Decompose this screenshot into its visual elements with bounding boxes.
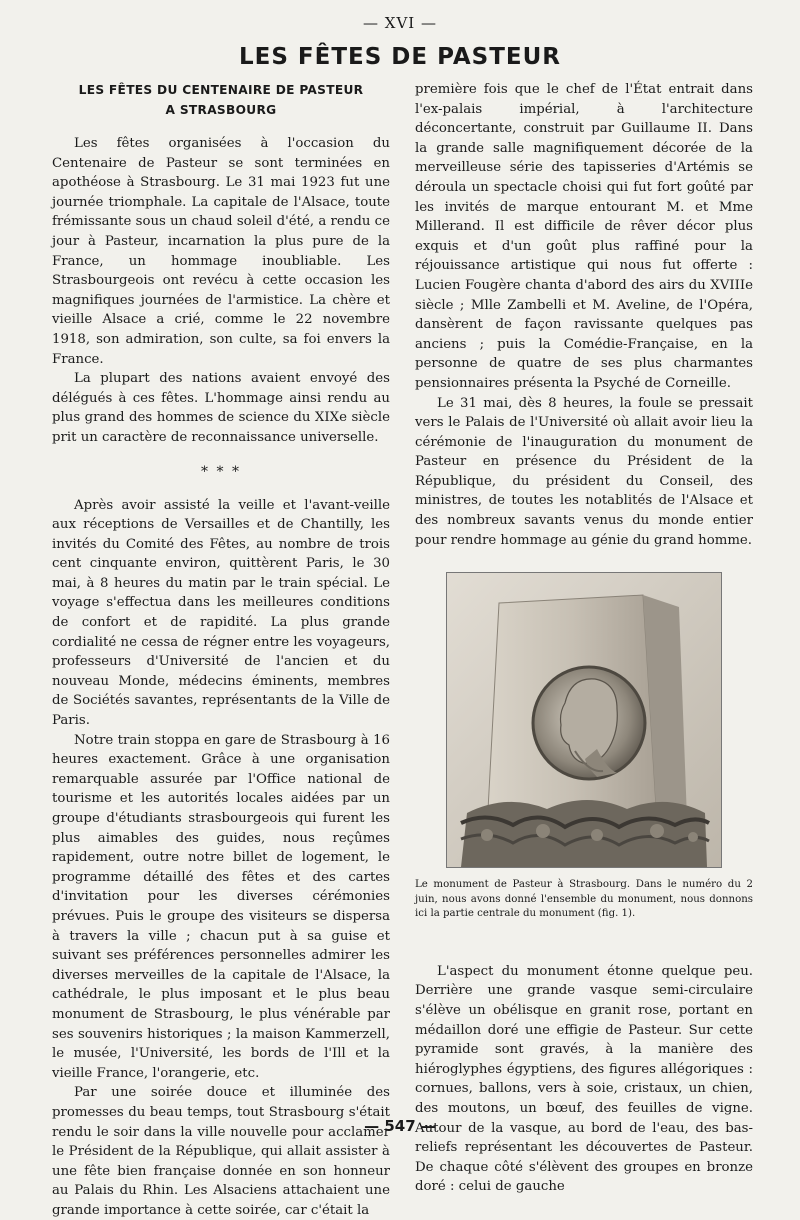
left-column: [52, 80, 390, 1220]
section-title: [52, 80, 390, 120]
paragraph: Par une soirée douce et illuminée des promesses du beau temps, tout Strasbourg s'était rendu le soir dans la ville nouvelle pour acclamer le Président de la République, qui allait assister à une fête bien française donnée en son honneur au Palais du Rhin. Les Alsaciens attachaient une grande importance à cette soirée, car c'était la: [52, 1085, 390, 1218]
paragraph: Le 31 mai, dès 8 heures, la foule se pressait vers le Palais de l'Université où allait avoir lieu la cérémonie de l'inauguration du monument de Pasteur en présence du Président de la République, du président du Conseil, des ministres, de toutes les notablités de l'Alsace et des nombreux savants venus du monde entier pour rendre hommage au génie du grand homme.: [415, 395, 753, 548]
paragraph: Après avoir assisté la veille et l'avant-veille aux réceptions de Versailles et de Chantilly, les invités du Comité des Fêtes, au nombre de trois cent cinquante environ, quittèrent Paris, le 30 mai, à 8 heures du matin par le train spécial. Le voyage s'effectua dans les meilleures conditions de confort et de rapidité. La plus grande cordialité ne cessa de régner entre les voyageurs, professeurs d'Université de l'ancien et du nouveau Monde, médecins éminents, membres de Sociétés savantes, représentants de la Ville de Paris.: [52, 497, 390, 729]
section-title-line-2: A STRASBOURG: [165, 103, 277, 117]
page-header-roman-numeral: — XVI —: [363, 14, 437, 32]
monument-photograph: [446, 572, 722, 868]
paragraph-continued: première fois que le chef de l'État entrait dans l'ex-palais impérial, à l'architecture déconcertante, construit par Guillaume II. Dans la grande salle magnifiquement décorée de la merveilleuse série des tapisseries d'Artémis se déroula un spectacle choisi qui fut fort goûté par les invités de marque entourant M. et Mme Millerand. Il est difficile de rêver décor plus exquis et d'un goût plus raffiné pour la réjouissance artistique qui nous fut offerte : Lucien Fougère chanta d'abord des airs du XVIIIe siècle ; Mlle Zambelli et M. Aveline, de l'Opéra, dansèrent de façon ravissante quelques pas anciens ; puis la Comédie-Française, en la personne de quatre de ses plus charmantes pensionnaires présenta la Psyché de Corneille.: [415, 82, 753, 391]
page-number: — 547 —: [364, 1117, 436, 1135]
right-column: [415, 80, 753, 1197]
page-title: LES FÊTES DE PASTEUR: [238, 44, 562, 70]
figure-caption: Le monument de Pasteur à Strasbourg. Dans le numéro du 2 juin, nous avons donné l'ensemble du monument, nous donnons ici la partie centrale du monument (fig. 1).: [415, 879, 753, 920]
paragraph: L'aspect du monument étonne quelque peu. Derrière une grande vasque semi-circulaire s'élève un obélisque en granit rose, portant en médaillon doré une effigie de Pasteur. Sur cette pyramide sont gravés, à la manière des hiéroglyphes égyptiens, des figures allégoriques : cornues, ballons, vers à soie, cristaux, un chien, des moutons, un bœuf, des feuilles de vigne. Autour de la vasque, au bord de l'eau, des bas-reliefs représentant les découvertes de Pasteur. De chaque côté s'élèvent des groupes en bronze doré : celui de gauche: [415, 963, 753, 1195]
paragraph: Les fêtes organisées à l'occasion du Centenaire de Pasteur se sont terminées en apothéose à Strasbourg. Le 31 mai 1923 fut une journée triomphale. La capitale de l'Alsace, toute frémissante sous un chaud soleil d'été, a rendu ce jour à Pasteur, incarnation la plus pure de la France, un hommage inoubliable. Les Strasbourgeois ont revécu à cette occasion les magnifiques journées de l'armistice. La chère et vieille Alsace a crié, comme le 22 novembre 1918, son admiration, son culte, sa foi envers la France.: [52, 136, 390, 367]
paragraph: La plupart des nations avaient envoyé des délégués à ces fêtes. L'hommage ainsi rendu au plus grand des hommes de science du XIXe siècle prit un caractère de reconnaissance universelle.: [52, 371, 390, 445]
section-separator-asterism: * * *: [201, 463, 241, 480]
section-title-line-1: LES FÊTES DU CENTENAIRE DE PASTEUR: [78, 83, 364, 97]
paragraph: Notre train stoppa en gare de Strasbourg à 16 heures exactement. Grâce à une organisation remarquable assurée par l'Office national de tourisme et les autorités locales aidées par un groupe d'étudiants strasbourgeois qui furent les plus aimables des guides, nous reçûmes rapidement, outre notre billet de logement, le programme détaillé des fêtes et des cartes d'invitation pour les diverses cérémonies prévues. Puis le groupe des visiteurs se dispersa à travers la ville ; chacun put à sa guise et suivant ses préférences personnelles admirer les diverses merveilles de la capitale de l'Alsace, la cathédrale, le plus imposant et le plus beau monument de Strasbourg, le plus vénérable par ses souvenirs historiques ; la maison Kammerzell, le musée, l'Université, les bords de l'Ill et la vieille France, l'orangerie, etc.: [52, 732, 390, 1081]
pasteur-monument-illustration: [447, 573, 721, 867]
